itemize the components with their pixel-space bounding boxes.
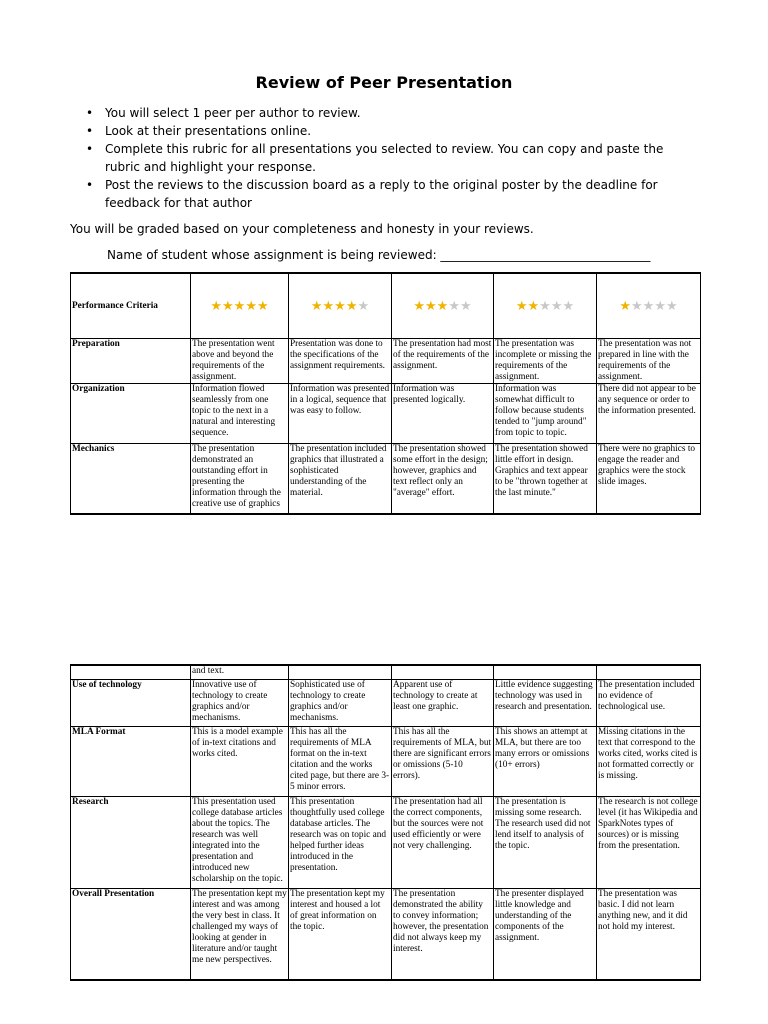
criterion-label: Organization — [71, 384, 191, 444]
empty-star-icon: ★ — [654, 298, 666, 314]
filled-star-icon: ★ — [210, 298, 223, 314]
instruction-item: • Post the reviews to the discussion board as a reply to the original poster by the deadline for feedback for that author — [86, 176, 696, 212]
rubric-cell[interactable]: The research is not college level (it has Wikipedia and SparkNotes types of sources) or is missing from the presentation. — [597, 796, 701, 888]
rubric-cell[interactable]: Information flowed seamlessly from one topic to the next in a natural and interesting sequence. — [191, 384, 289, 444]
rubric-cell[interactable]: The presentation kept my interest and was among the very best in class. It challenged my ways of looking at gender in literature and/or taught me new perspectives. — [191, 888, 289, 980]
rubric-cell[interactable]: The presentation demonstrated an outstanding effort in presenting the information through the creative use of graphics — [191, 444, 289, 514]
rubric-cell — [71, 665, 191, 679]
filled-star-icon: ★ — [310, 298, 323, 314]
rubric-cell[interactable]: This presentation used college database articles about the topics. The research was well integrated into the presentation and introduced new scholarship on the topic. — [191, 796, 289, 888]
criterion-label: MLA Format — [71, 726, 191, 796]
rubric-cell[interactable]: The presentation showed some effort in the design; however, graphics and text reflect only an "average" effort. — [392, 444, 494, 514]
rubric-cell[interactable]: Presentation was done to the specifications of the assignment requirements. — [289, 339, 392, 384]
empty-star-icon: ★ — [448, 298, 460, 314]
filled-star-icon: ★ — [222, 298, 234, 314]
rubric-row-mechanics — [71, 444, 701, 514]
filled-star-icon: ★ — [413, 298, 426, 314]
rubric-cell[interactable]: The presenter displayed little knowledge and understanding of the components of the assignment. — [494, 888, 597, 980]
rubric-cell[interactable]: Apparent use of technology to create at least one graphic. — [392, 679, 494, 726]
empty-star-icon: ★ — [631, 298, 643, 314]
criterion-label: Overall Presentation — [71, 888, 191, 980]
rubric-row-overall-presentation — [71, 888, 701, 980]
rubric-cell[interactable]: The presentation included graphics that illustrated a sophisticated understanding of the material. — [289, 444, 392, 514]
rubric-cell[interactable]: This shows an attempt at MLA, but there are too many errors or omissions (10+ errors) — [494, 726, 597, 796]
star-rating[interactable] — [289, 273, 392, 339]
criterion-label: Research — [71, 796, 191, 888]
rubric-cell[interactable]: Little evidence suggesting technology was used in research and presentation. — [494, 679, 597, 726]
empty-star-icon: ★ — [550, 298, 563, 314]
rubric-cell[interactable]: The presentation is missing some research. The research used did not lend itself to analysis of the topic. — [494, 796, 597, 888]
rubric-cell[interactable]: The presentation was incomplete or missing the requirements of the assignment. — [494, 339, 597, 384]
rubric-row-mla-format — [71, 726, 701, 796]
filled-star-icon: ★ — [233, 298, 246, 314]
rubric-cell[interactable]: The presentation had all the correct components, but the sources were not used efficiently or were not very challenging. — [392, 796, 494, 888]
rubric-cell[interactable]: The presentation included no evidence of technological use. — [597, 679, 701, 726]
rubric-cell[interactable]: Information was presented logically. — [392, 384, 494, 444]
rubric-cell[interactable]: The presentation showed little effort in design. Graphics and text appear to be "thrown together at the last minute." — [494, 444, 597, 514]
filled-star-icon: ★ — [245, 298, 257, 314]
criteria-header: Performance Criteria — [71, 273, 191, 339]
rubric-cell[interactable]: Information was somewhat difficult to follow because students tended to "jump around" from topic to topic. — [494, 384, 597, 444]
filled-star-icon: ★ — [515, 298, 528, 314]
rubric-cell — [289, 665, 392, 679]
filled-star-icon: ★ — [619, 298, 632, 314]
star-rating[interactable] — [392, 273, 494, 339]
rubric-cell[interactable]: Missing citations in the text that correspond to the works cited, works cited is not formatted correctly or is missing. — [597, 726, 701, 796]
rubric-cell[interactable]: This presentation thoughtfully used college database articles. The research was on topic and helped further ideas introduced in the presentation. — [289, 796, 392, 888]
criterion-label: Mechanics — [71, 444, 191, 514]
rubric-cell[interactable]: The presentation was basic. I did not learn anything new, and it did not hold my interest. — [597, 888, 701, 980]
rubric-cell[interactable]: This has all the requirements of MLA, but there are significant errors or omissions (5-10 errors). — [392, 726, 494, 796]
rubric-header-row — [71, 273, 701, 339]
rubric-cell — [597, 665, 701, 679]
filled-star-icon: ★ — [322, 298, 335, 314]
rubric-cell[interactable]: The presentation demonstrated the ability to convey information; however, the presentation did not always keep my interest. — [392, 888, 494, 980]
star-rating[interactable] — [597, 273, 701, 339]
instruction-list — [86, 104, 696, 212]
instruction-item: • Look at their presentations online. — [86, 122, 696, 140]
star-rating[interactable] — [191, 273, 289, 339]
rubric-cell[interactable]: The presentation had most of the requirements of the assignment. — [392, 339, 494, 384]
rubric-cell[interactable]: This has all the requirements of MLA format on the in-text citation and the works cited page, but there are 3-5 minor errors. — [289, 726, 392, 796]
rubric-cell[interactable]: The presentation went above and beyond the requirements of the assignment. — [191, 339, 289, 384]
grading-note: You will be graded based on your completeness and honesty in your reviews. — [70, 222, 534, 236]
rubric-cell[interactable]: Information was presented in a logical, sequence that was easy to follow. — [289, 384, 392, 444]
empty-star-icon: ★ — [562, 298, 575, 314]
rubric-cell — [392, 665, 494, 679]
rubric-table-part-1 — [70, 272, 701, 515]
filled-star-icon: ★ — [345, 298, 358, 314]
rubric-cell[interactable]: and text. — [191, 665, 289, 679]
page-title: Review of Peer Presentation — [255, 73, 513, 92]
criterion-label: Use of technology — [71, 679, 191, 726]
instruction-item: • You will select 1 peer per author to review. — [86, 104, 696, 122]
rubric-cell[interactable]: Sophisticated use of technology to create graphics and/or mechanisms. — [289, 679, 392, 726]
empty-star-icon: ★ — [539, 298, 551, 314]
rubric-row-preparation — [71, 339, 701, 384]
filled-star-icon: ★ — [334, 298, 346, 314]
filled-star-icon: ★ — [256, 298, 269, 314]
filled-star-icon: ★ — [436, 298, 449, 314]
empty-star-icon: ★ — [665, 298, 678, 314]
rubric-cell[interactable]: Innovative use of technology to create graphics and/or mechanisms. — [191, 679, 289, 726]
star-rating[interactable] — [494, 273, 597, 339]
rubric-cell[interactable]: This is a model example of in-text citations and works cited. — [191, 726, 289, 796]
empty-star-icon: ★ — [357, 298, 370, 314]
student-name-field[interactable]: Name of student whose assignment is being reviewed: ___________________________________ — [107, 248, 651, 262]
instruction-item: • Complete this rubric for all presentations you selected to review. You can copy and paste the rubric and highlight your response. — [86, 140, 696, 176]
rubric-table-part-2 — [70, 664, 701, 981]
rubric-cell — [494, 665, 597, 679]
rubric-row-technology — [71, 679, 701, 726]
empty-star-icon: ★ — [459, 298, 472, 314]
rubric-cell[interactable]: There were no graphics to engage the reader and graphics were the stock slide images. — [597, 444, 701, 514]
criterion-label: Preparation — [71, 339, 191, 384]
empty-star-icon: ★ — [642, 298, 655, 314]
rubric-cell[interactable]: The presentation kept my interest and housed a lot of great information on the topic. — [289, 888, 392, 980]
filled-star-icon: ★ — [527, 298, 540, 314]
rubric-row-research — [71, 796, 701, 888]
filled-star-icon: ★ — [425, 298, 437, 314]
rubric-cell[interactable]: The presentation was not prepared in line with the requirements of the assignment. — [597, 339, 701, 384]
rubric-cell[interactable]: There did not appear to be any sequence or order to the information presented. — [597, 384, 701, 444]
rubric-row-organization — [71, 384, 701, 444]
rubric-continuation-row — [71, 665, 701, 679]
